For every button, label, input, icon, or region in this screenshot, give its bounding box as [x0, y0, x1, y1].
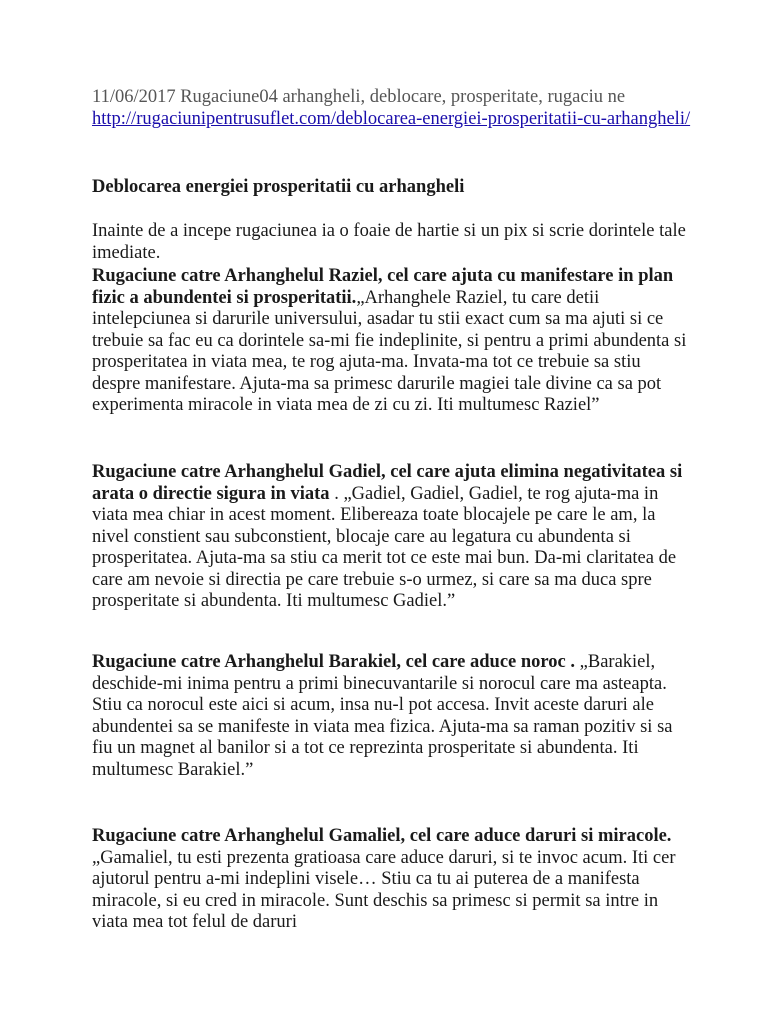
- prayer-body: „Arhanghele Raziel, tu care detii intelepciunea si darurile universului, asadar tu stii exact cum sa ma ajuti si ce trebuie sa fac eu ca dorintele sa-mi fie indeplinite, si pentru a primi abundenta si prosperitatea in viata mea, te rog ajuta-ma. Invata-ma tot ce trebuie sa stiu despre manifestare. Ajuta-ma sa primesc darurile magiei tale divine ca sa pot experimenta miracole in viata mea de zi cu zi. Iti multumesc Raziel”: [92, 287, 687, 415]
- prayer-barakiel: [92, 652, 692, 781]
- prayer-raziel: [92, 266, 692, 417]
- prayer-gamaliel: [92, 826, 692, 934]
- prayer-heading: Rugaciune catre Arhanghelul Gadiel, cel care ajuta elimina negativitatea si arata o directie sigura in viata: [92, 462, 683, 504]
- post-meta-text: 11/06/2017 Rugaciune04 arhangheli, deblocare, prosperitate, rugaciu ne: [92, 87, 626, 107]
- prayer-heading: Rugaciune catre Arhanghelul Raziel, cel care ajuta cu manifestare in plan fizic a abundentei si prosperitatii.: [92, 266, 674, 308]
- prayer-gadiel: [92, 462, 692, 613]
- prayer-body: „Gamaliel, tu esti prezenta gratioasa care aduce daruri, si te invoc acum. Iti cer ajutorul pentru a-mi indeplini visele… Stiu ca tu ai puterea de a manifesta miracole, si eu cred in miracole. Sunt deschis sa primesc si permit sa intre in viata mea tot felul de daruri: [92, 847, 676, 932]
- intro-paragraph: Inainte de a incepe rugaciunea ia o foaie de hartie si un pix si scrie dorintele tale imediate.: [92, 221, 686, 263]
- post-meta: [92, 87, 692, 130]
- prayer-body: „Barakiel, deschide-mi inima pentru a primi binecuvantarile si norocul care ma asteapta. Stiu ca norocul este aici si acum, insa nu-l pot accesa. Invit aceste daruri ale abundentei sa se manifeste in viata mea fizica. Ajuta-ma sa raman pozitiv si sa fiu un magnet al banilor si a tot ce reprezinta prosperitate si abundenta. Iti multumesc Barakiel.”: [92, 652, 673, 780]
- document-title: Deblocarea energiei prosperitatii cu arhangheli: [92, 177, 465, 197]
- prayer-heading: Rugaciune catre Arhanghelul Barakiel, cel care aduce noroc .: [92, 652, 576, 672]
- prayer-heading: Rugaciune catre Arhanghelul Gamaliel, cel care aduce daruri si miracole.: [92, 826, 672, 846]
- source-link[interactable]: http://rugaciunipentrusuflet.com/deblocarea-energiei-prosperitatii-cu-arhangheli/: [92, 108, 691, 129]
- prayer-body: . „Gadiel, Gadiel, Gadiel, te rog ajuta-ma in viata mea chiar in acest moment. Elibereaza toate blocajele pe care le am, la nivel constient sau subconstient, blocaje care au legatura cu abundenta si prosperitatea. Ajuta-ma sa stiu ca merit tot ce este mai bun. Da-mi claritatea de care am nevoie si directia pe care trebuie s-o urmez, si care sa ma duca spre prosperitate si abundenta. Iti multumesc Gadiel.”: [92, 483, 677, 611]
